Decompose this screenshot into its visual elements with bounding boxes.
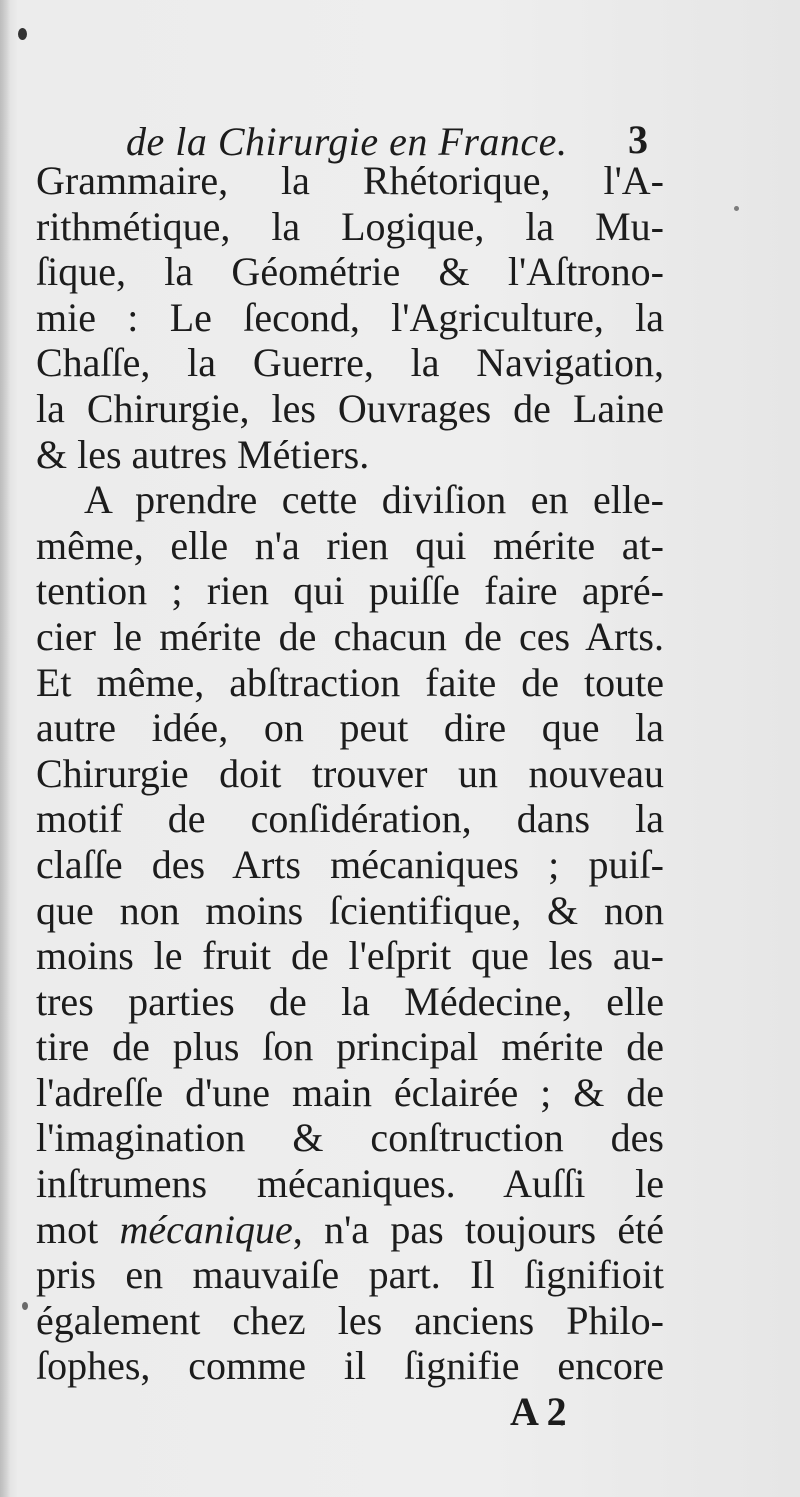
text-line: cier le mérite de chacun de ces Arts. xyxy=(36,613,664,659)
text-line: tention ; rien qui puiſſe faire apré- xyxy=(36,568,664,614)
running-head: de la Chirurgie en France. xyxy=(126,119,568,164)
body-text xyxy=(36,158,664,1389)
ink-speck xyxy=(22,1302,28,1310)
spine-shadow xyxy=(0,0,10,1497)
text-line: autre idée, on peut dire que la xyxy=(36,705,664,751)
signature-mark: A 2 xyxy=(510,1389,567,1434)
text-line: ſique, la Géométrie & l'Aſtrono- xyxy=(36,249,664,295)
ink-speck xyxy=(734,206,739,211)
text-line: Chaſſe, la Guerre, la Navigation, xyxy=(36,340,664,386)
text-line: également chez les anciens Philo- xyxy=(36,1297,664,1343)
text-line: inſtrumens mécaniques. Auſſi le xyxy=(36,1161,664,1207)
text-line: A prendre cette diviſion en elle- xyxy=(84,477,664,523)
text-line: Chirurgie doit trouver un nouveau xyxy=(36,750,664,796)
text-line: l'adreſſe d'une main éclairée ; & de xyxy=(36,1069,664,1115)
text-segment: mot xyxy=(36,1206,120,1252)
text-line: Grammaire, la Rhétorique, l'A- xyxy=(36,158,664,203)
text-line: Et même, abſtraction faite de toute xyxy=(36,659,664,705)
text-line: rithmétique, la Logique, la Mu- xyxy=(36,203,664,249)
text-line: motif de conſidération, dans la xyxy=(36,796,664,842)
text-line: & les autres Métiers. xyxy=(36,431,370,477)
text-line: l'imagination & conſtruction des xyxy=(36,1115,664,1161)
italic-word: mécanique xyxy=(119,1206,293,1252)
text-line: tire de plus ſon principal mérite de xyxy=(36,1024,664,1070)
text-line xyxy=(36,1207,664,1253)
text-line: mie : Le ſecond, l'Agriculture, la xyxy=(36,294,664,340)
text-segment: , n'a pas toujours été xyxy=(292,1206,664,1252)
ink-speck xyxy=(18,28,27,40)
page-number: 3 xyxy=(628,117,648,162)
text-line: moins le fruit de l'eſprit que les au- xyxy=(36,933,664,979)
text-line: tres parties de la Médecine, elle xyxy=(36,978,664,1024)
text-line: pris en mauvaiſe part. Il ſignifioit xyxy=(36,1252,664,1298)
text-line: ſophes, comme il ſignifie encore xyxy=(36,1343,664,1389)
text-line: que non moins ſcientifique, & non xyxy=(36,887,664,933)
text-line: même, elle n'a rien qui mérite at- xyxy=(36,522,664,568)
text-line: claſſe des Arts mécaniques ; puiſ- xyxy=(36,841,664,887)
text-line: la Chirurgie, les Ouvrages de Laine xyxy=(36,385,664,431)
